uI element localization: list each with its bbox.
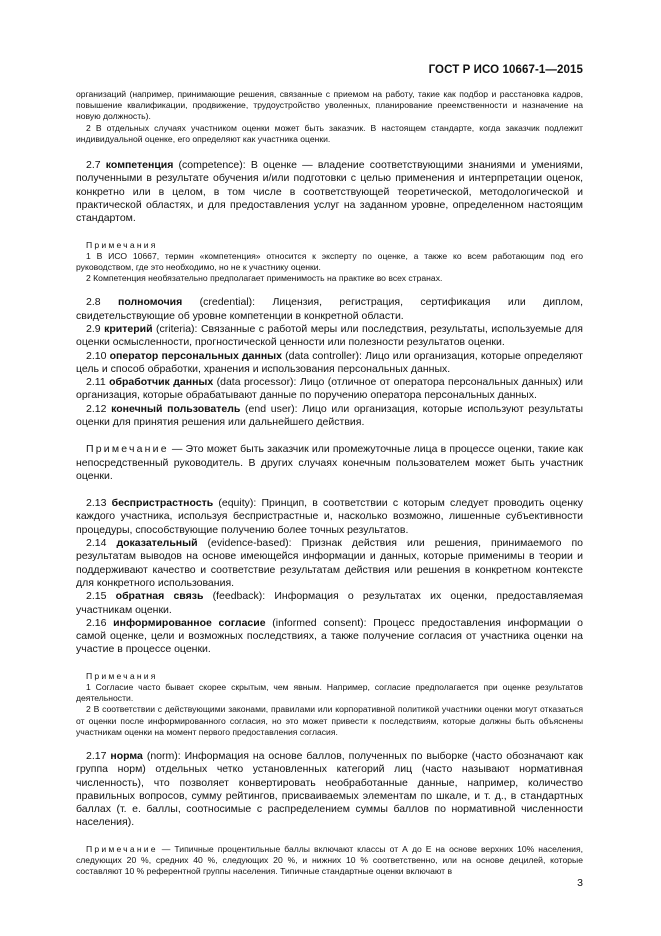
term-2-14 xyxy=(76,537,583,590)
term-body: (evidence-based): Признак действия или решения, принимаемого по результатам выводов на основе имеющейся информации и данных, которые применимы в теории и поддерживают качество и соответствие результатам действия или решения в конкретном контексте для конкретного использования. xyxy=(76,537,584,589)
term-2-15 xyxy=(76,590,583,617)
term-2-11 xyxy=(76,376,583,403)
note-label: Примечание xyxy=(86,843,158,854)
note-item: 2 Компетенция необязательно предполагает применимость на практике во всех странах. xyxy=(86,273,443,284)
notes-label: Примечания xyxy=(86,239,158,250)
term-name: критерий xyxy=(104,322,153,335)
note-norm xyxy=(76,844,583,878)
term-name: беспристрастность xyxy=(111,497,214,510)
term-number: 2.12 xyxy=(86,402,107,415)
term-body: (competence): В оценке — владение соответствующими знаниями и умениями, полученными в результате обучения и/или подготовки с целью применения и интерпретации оценок, конкретно или в целом, в том числе в соответствующей теоретической, методологической и практической областях, и для предоставления услуг на заданном уровне, определенном настоящим стандартом. xyxy=(76,159,584,225)
term-2-8 xyxy=(76,296,583,323)
intro-note-2: 2 В отдельных случаях участником оценки может быть заказчик. В настоящем стандарте, когда заказчик подлежит индивидуальной оценке, его определяют как участника оценки. xyxy=(76,122,583,144)
term-number: 2.9 xyxy=(86,322,101,335)
note-item: 1 Согласие часто бывает скорее скрытым, чем явным. Например, согласие предполагается при оценке результатов деятельности. xyxy=(76,681,583,704)
term-number: 2.14 xyxy=(86,537,107,550)
note-item: 1 В ИСО 10667, термин «компетенция» относится к эксперту по оценке, а также ко всем работающим под его руководством, где это необходимо, но не к участнику оценки. xyxy=(76,250,583,272)
term-body: (equity): Принцип, в соответствии с которым следует проводить оценку каждого участника, используя беспристрастные и, насколько возможно, лишенные субъективности процедуры, способствующие получению более точных результатов. xyxy=(76,497,583,536)
term-2-10 xyxy=(76,350,583,377)
term-name: компетенция xyxy=(105,159,174,172)
term-2-7 xyxy=(76,159,583,225)
intro-paragraph: организаций (например, принимающие решения, связанные с приемом на работу, такие как подбор и расстановка кадров, повышение квалификации, продвижение, трудоустройство уволенных, планирование преемственности и назначение на новую должность). xyxy=(76,89,583,122)
term-name: обработчик данных xyxy=(109,376,214,389)
term-body: (credential): Лицензия, регистрация, сертификация или диплом, свидетельствующие об уровне компетенции в конкретной области. xyxy=(76,296,583,322)
term-body: (feedback): Информация о результатах их оценки, предоставляемая участникам оценки. xyxy=(76,590,584,616)
term-2-16 xyxy=(76,617,583,657)
term-body: (end user): Лицо или организация, которые используют результаты оценки для принятия решения или дальнейшего действия. xyxy=(76,402,584,428)
term-number: 2.7 xyxy=(86,159,101,172)
term-number: 2.15 xyxy=(86,590,107,603)
term-name: норма xyxy=(110,749,143,762)
term-2-12 xyxy=(76,403,583,430)
term-2-9 xyxy=(76,323,583,350)
term-number: 2.10 xyxy=(86,349,107,362)
term-name: конечный пользователь xyxy=(111,402,241,415)
term-body: (data controller): Лицо или организация, которые определяют цель и способ обработки, хранения и использования персональных данных. xyxy=(76,349,583,375)
term-number: 2.11 xyxy=(86,376,106,389)
note-body: — Это может быть заказчик или промежуточные лица в процессе оценки, такие как непосредственный руководитель. В других случаях конечным пользователем может быть участник оценки. xyxy=(76,443,583,482)
notes-label: Примечания xyxy=(86,670,158,681)
term-body: (criteria): Связанные с работой меры или последствия, результаты, используемые для оценки осмысленности, прогностической ценности или полезности результатов оценки. xyxy=(76,322,583,349)
note-end-user xyxy=(76,443,583,483)
note-item: 2 В соответствии с действующими законами, правилами или корпоративной политикой участники оценки могут отказаться от оценки после информированного согласия, но это может привести к последствиям, которые должны быть объяснены участникам оценки на момент первого предоставления согласия. xyxy=(76,704,583,737)
term-name: обратная связь xyxy=(115,590,204,603)
term-2-17 xyxy=(76,750,583,830)
term-name: полномочия xyxy=(118,296,183,309)
term-name: доказательный xyxy=(116,537,198,550)
page-content xyxy=(76,89,583,877)
term-body: (informed consent): Процесс предоставления информации о самой оценке, цели и возможных последствиях, а также получение согласия от участника оценки на участие в процессе оценки. xyxy=(76,616,583,656)
term-2-13 xyxy=(76,497,583,537)
term-name: информированное согласие xyxy=(113,616,266,629)
note-body: — Типичные процентильные баллы включают классы от А до Е на основе верхних 10% населения, следующих 20 %, средних 40 %, следующих 20 %, и нижних 10 % соответственно, или на основе децилей, которые составляют 10 % референтной группы населения. Типичные стандартные оценки включают в xyxy=(76,843,583,877)
term-body: (data processor): Лицо (отличное от оператора персональных данных) или организация, которые обрабатывают данные по поручению оператора персональных данных. xyxy=(76,376,583,402)
term-number: 2.17 xyxy=(86,749,107,762)
term-number: 2.13 xyxy=(86,497,107,510)
term-number: 2.8 xyxy=(86,296,101,309)
term-number: 2.16 xyxy=(86,616,107,629)
note-label: Примечание xyxy=(86,443,169,456)
page-number: 3 xyxy=(577,877,583,889)
standard-header: ГОСТ Р ИСО 10667-1—2015 xyxy=(428,64,583,76)
term-body: (norm): Информация на основе баллов, полученных по выборке (часто обозначают как группа норм) отдельных четко установленных категорий лиц (часто называют нормативная численность), что позволяет конвертировать необработанные данные, например, количество правильных вопросов, сумму рейтингов, присваиваемых элементам по шкале, и т. д., в стандартных баллах (т. е. баллы, соотносимые с распределением суммы баллов по нормативной численности населения). xyxy=(76,749,584,829)
term-name: оператор персональных данных xyxy=(109,349,282,362)
